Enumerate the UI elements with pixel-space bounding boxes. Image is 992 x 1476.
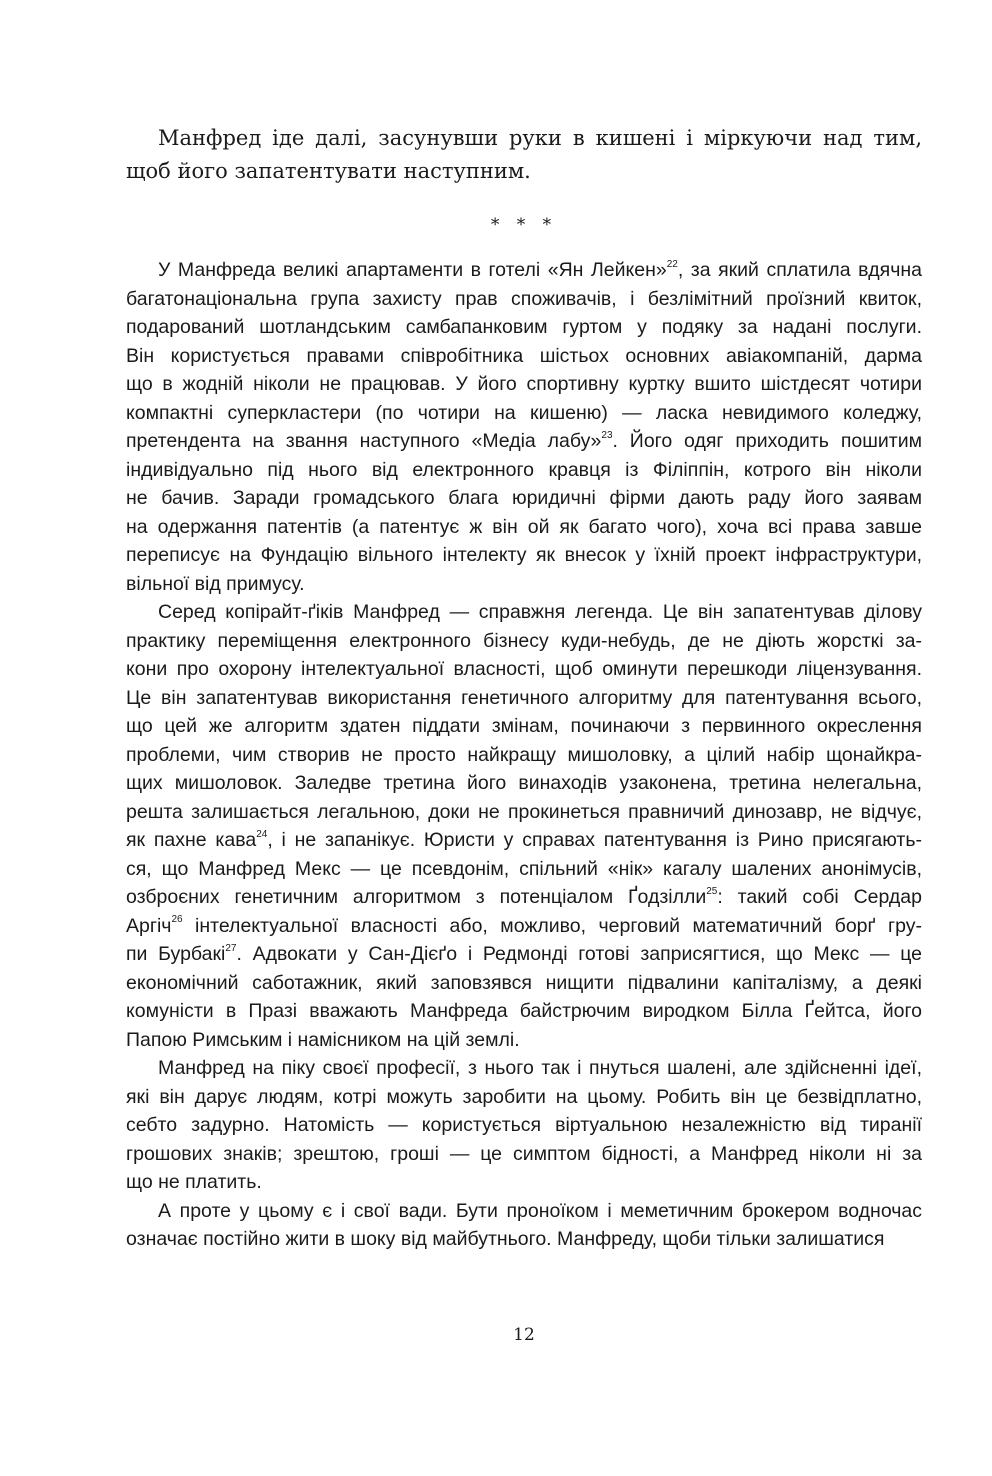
text-line [126,370,922,399]
text-run: щих мишоловок. Заледве третина його винаходів узаконена, третина нелегальна, [126,772,922,794]
text-run: на одержання патентів (а патентує ж він ой як багато чого), хоча всі права завше [126,515,922,538]
text-line [126,1026,922,1055]
text-run: пи Бурбакі [126,943,226,965]
text-run: . Його одяг приходить пошитим [612,430,922,452]
text-line [126,912,922,941]
text-line [126,855,922,884]
main-text [126,256,922,1254]
text-line [126,598,922,627]
text-run: комуністи в Празі вважають Манфреда байстрючим виродком Білла Ґейтса, його [126,1000,922,1022]
text-line [126,940,922,969]
text-line [126,1083,922,1112]
text-run: озброєних генетичним алгоритмом з потенціалом Ґодзілли [126,886,707,908]
text-line [126,712,922,741]
page-number: 12 [513,1325,535,1345]
paragraph [126,1197,922,1254]
text-line [126,342,922,371]
footnote-ref[interactable]: 27 [225,942,237,954]
text-run: ся, що Манфред Мекс — це псевдонім, спільний «нік» кагалу шалених анонімусів, [126,857,922,880]
text-line [126,513,922,542]
text-line [126,456,922,485]
text-run: економічний саботажник, який заповзявся нищити підвалини капіталізму, а деякі [126,971,922,994]
text-run: індивідуально під нього від електронного кравця із Філіппін, котрого він ніколи [126,458,922,481]
text-line [126,399,922,428]
text-run: А проте у цьому є і свої вади. Бути проноїком і меметичним брокером водночас [158,1199,922,1222]
text-line [126,427,922,456]
text-line [126,541,922,570]
text-line [126,798,922,827]
text-run: означає постійно жити в шоку від майбутнього. Манфреду, щоби тільки залишатися [126,1228,885,1250]
text-run: що цей же алгоритм здатен піддати змінам, починаючи з первинного окреслення [126,715,922,737]
text-line [126,883,922,912]
text-run: що не платить. [126,1171,262,1193]
text-run: проблеми, чим створив не просто найкращу мишоловку, а цілий набір щонайкра- [126,743,922,766]
text-line [126,570,922,599]
footnote-ref[interactable]: 22 [666,258,678,270]
text-line [126,1054,922,1083]
text-run: Це він запатентував використання генетичного алгоритму для патентування всього, [126,686,922,709]
text-run: вільної від примусу. [126,572,305,595]
text-line [126,1225,922,1254]
footnote-ref[interactable]: 23 [601,429,613,441]
section-break: * * * [490,215,558,235]
text-run: , і не запанікує. Юристи у справах патентування із Рино присягають- [267,829,922,851]
text-run: багатонаціональна група захисту прав споживачів, і безлімітний проїзний квиток, [126,287,922,310]
text-line [126,684,922,713]
text-line [126,741,922,770]
paragraph [126,256,922,598]
paragraph [126,598,922,1054]
paragraph [126,1054,922,1197]
text-run: . Адвокати у Сан-Дієґо і Редмонді готові заприсягтися, що Мекс — це [236,943,922,965]
text-run: не бачив. Заради громадського блага юридичні фірми дають раду його заявам [126,487,922,509]
text-line [126,484,922,513]
text-run: як пахне кава [126,829,257,851]
text-run: практику переміщення електронного бізнесу куди-небудь, де не діють жорсткі за- [126,629,922,652]
footnote-ref[interactable]: 26 [171,914,183,925]
text-line [126,1111,922,1140]
text-run: : такий собі Сердар [717,886,922,908]
footnote-ref[interactable]: 25 [706,885,718,897]
text-run: компактні суперкластери (по чотири на кишеню) — ласка невидимого коледжу, [126,401,922,424]
text-run: грошових знаків; зрештою, гроші — це симптом бідності, а Манфред ніколи ні за [126,1142,922,1165]
opening-paragraph: Манфред іде далі, засунувши руки в кишені і міркуючи над тим, щоб його запатентувати наступним. [126,126,922,183]
text-run: Він користується правами співробітника шістьох основних авіакомпаній, дарма [126,344,922,367]
text-line [126,256,922,285]
text-line [126,285,922,314]
text-line [126,769,922,798]
book-page [126,0,922,1476]
text-run: кони про охорону інтелектуальної власності, щоб оминути перешкоди ліцензування. [126,658,922,680]
text-run: , за який сплатила вдячна [677,259,922,281]
text-run: У Манфреда великі апартаменти в готелі «Ян Лейкен» [158,259,667,281]
text-run: інтелектуальної власності або, можливо, черговий математичний борґ гру- [182,914,922,937]
text-run: Папою Римським і намісником на цій землі. [126,1028,520,1051]
text-line [126,997,922,1026]
footnote-ref[interactable]: 24 [256,828,268,840]
text-line [126,826,922,855]
text-line [126,1168,922,1197]
text-run: Манфред на піку своєї професії, з нього так і пнуться шалені, але здійсненні ідеї, [158,1057,922,1079]
text-run: подарований шотландським самбапанковим гуртом у подяку за надані послуги. [126,316,922,338]
text-line [126,1197,922,1226]
text-run: переписує на Фундацію вільного інтелекту як внесок у їхній проект інфраструктури, [126,544,922,566]
text-run: Аргіч [126,914,172,937]
text-line [126,1140,922,1169]
text-run: які він дарує людям, котрі можуть заробити на цьому. Робить він це безвідплатно, [126,1085,922,1108]
text-line [126,969,922,998]
text-run: Серед копірайт-ґіків Манфред — справжня легенда. Це він запатентував ділову [158,601,922,623]
text-run: що в жодній ніколи не працював. У його спортивну куртку вшито шістдесят чотири [126,373,922,395]
text-run: претендента на звання наступного «Медіа лабу» [126,430,602,452]
text-run: себто задурно. Натомість — користується віртуальною незалежністю від тиранії [126,1114,922,1136]
text-line [126,313,922,342]
text-line [126,655,922,684]
text-line [126,627,922,656]
text-run: решта залишається легальною, доки не прокинеться правничий динозавр, не відчує, [126,800,922,823]
